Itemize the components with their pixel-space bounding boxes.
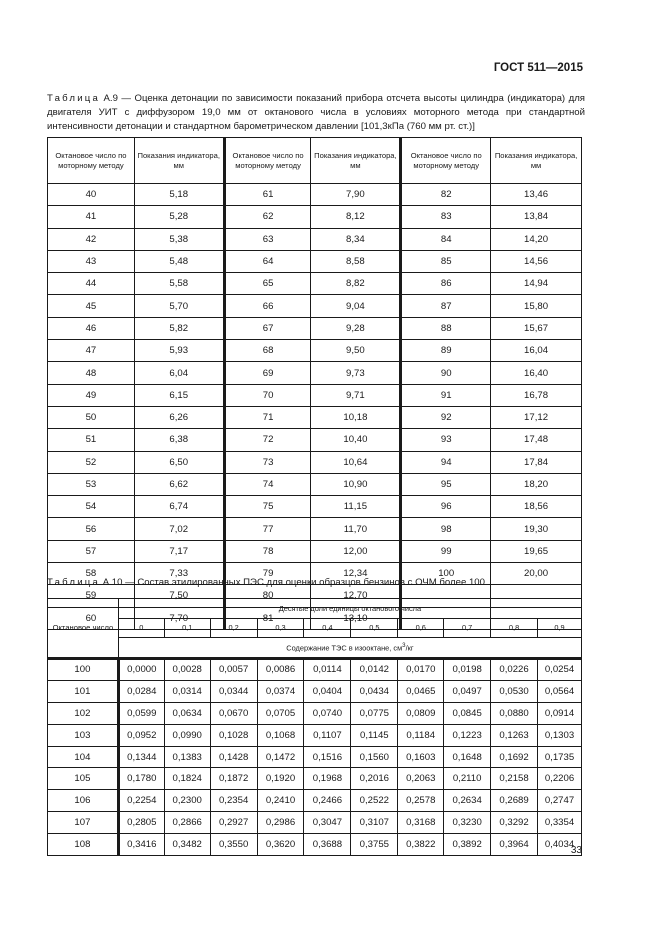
standard-number: ГОСТ 511—2015 [493,62,583,74]
reading-cell: 14,56 [491,250,582,272]
table-row [48,273,582,295]
content-cell: 0,0809 [398,703,444,725]
reading-cell: 6,74 [134,496,224,518]
reading-cell: 16,40 [491,362,582,384]
tenth-header: 0,7 [444,618,491,638]
content-cell: 0,2986 [257,812,304,834]
content-cell: 0,1780 [118,768,164,790]
octane-cell: 107 [48,812,119,834]
tenth-header: 0,2 [210,618,257,638]
reading-cell: 6,04 [134,362,224,384]
content-cell: 0,2254 [118,790,164,812]
table-row [48,317,582,339]
content-cell: 0,3892 [444,833,491,855]
content-cell: 0,1560 [351,746,398,768]
table-a10-caption [47,577,587,589]
reading-cell: 6,50 [134,451,224,473]
reading-cell: 17,84 [491,451,582,473]
reading-cell: 9,71 [311,384,401,406]
content-cell: 0,1692 [491,746,538,768]
content-cell: 0,2747 [538,790,582,812]
octane-cell: 53 [48,473,135,495]
reading-cell: 8,58 [311,250,401,272]
octane-cell: 70 [224,384,311,406]
content-cell: 0,0564 [538,681,582,703]
table-row [48,384,582,406]
octane-cell: 48 [48,362,135,384]
octane-cell: 106 [48,790,119,812]
header-octane: Октановое число по моторному методу [48,138,135,184]
content-cell: 0,0880 [491,703,538,725]
header-reading: Показания индикатора, мм [491,138,582,184]
content-unit: /кг [405,643,414,653]
reading-cell: 5,70 [134,295,224,317]
reading-cell: 17,48 [491,429,582,451]
content-cell: 0,2063 [398,768,444,790]
octane-cell: 79 [224,563,311,585]
content-cell: 0,3230 [444,812,491,834]
reading-cell: 7,70 [134,607,224,629]
table-row [48,746,582,768]
header-tenths: Десятые доли единицы октанового числа [118,599,581,619]
octane-cell: 81 [224,607,311,629]
octane-cell: 56 [48,518,135,540]
reading-cell: 11,70 [311,518,401,540]
octane-cell: 46 [48,317,135,339]
tenths-row [48,618,582,638]
octane-cell: 45 [48,295,135,317]
content-cell: 0,0284 [118,681,164,703]
octane-cell: 77 [224,518,311,540]
table-row [48,518,582,540]
octane-cell: 99 [401,540,491,562]
content-cell: 0,3550 [210,833,257,855]
content-cell: 0,2805 [118,812,164,834]
table-row [48,681,582,703]
content-cell: 0,2354 [210,790,257,812]
content-cell: 0,0775 [351,703,398,725]
reading-cell: 6,15 [134,384,224,406]
octane-cell: 100 [48,658,119,681]
table-row [48,429,582,451]
reading-cell: 16,78 [491,384,582,406]
caption-number: А.9 [103,93,118,104]
content-cell: 0,0198 [444,658,491,681]
content-cell: 0,1184 [398,724,444,746]
content-cell: 0,0845 [444,703,491,725]
content-cell: 0,1223 [444,724,491,746]
content-cell: 0,0170 [398,658,444,681]
content-cell: 0,2466 [304,790,351,812]
header-octane: Октановое число по моторному методу [224,138,311,184]
octane-cell: 52 [48,451,135,473]
octane-cell: 68 [224,340,311,362]
reading-cell: 20,00 [491,563,582,585]
content-cell: 0,2634 [444,790,491,812]
content-cell: 0,4034 [538,833,582,855]
table-row [48,724,582,746]
table-a9-header-row [48,138,582,184]
content-cell: 0,0086 [257,658,304,681]
content-cell: 0,2300 [164,790,210,812]
octane-cell: 67 [224,317,311,339]
content-cell: 0,2110 [444,768,491,790]
table-row [48,340,582,362]
reading-cell: 8,82 [311,273,401,295]
content-cell: 0,0990 [164,724,210,746]
content-cell: 0,3107 [351,812,398,834]
content-cell: 0,1472 [257,746,304,768]
octane-cell: 41 [48,206,135,228]
octane-cell: 95 [401,473,491,495]
content-cell: 0,0057 [210,658,257,681]
reading-cell: 9,04 [311,295,401,317]
octane-cell: 75 [224,496,311,518]
octane-cell: 74 [224,473,311,495]
content-cell: 0,2866 [164,812,210,834]
reading-cell: 12,70 [311,585,401,607]
reading-cell: 7,02 [134,518,224,540]
reading-cell: 9,73 [311,362,401,384]
octane-cell: 87 [401,295,491,317]
octane-cell: 42 [48,228,135,250]
reading-cell: 18,20 [491,473,582,495]
content-cell: 0,1968 [304,768,351,790]
tenth-header: 0,3 [257,618,304,638]
octane-cell: 69 [224,362,311,384]
content-cell: 0,0226 [491,658,538,681]
content-cell: 0,3047 [304,812,351,834]
tenth-header: 0,5 [351,618,398,638]
octane-cell: 50 [48,406,135,428]
table-row [48,540,582,562]
tenth-header: 0,8 [491,618,538,638]
table-row [48,295,582,317]
octane-cell: 83 [401,206,491,228]
reading-cell: 7,50 [134,585,224,607]
octane-cell: 65 [224,273,311,295]
content-cell: 0,2522 [351,790,398,812]
content-cell: 0,0670 [210,703,257,725]
content-cell: 0,3482 [164,833,210,855]
content-cell: 0,0599 [118,703,164,725]
content-cell: 0,3168 [398,812,444,834]
octane-cell: 92 [401,406,491,428]
reading-cell: 9,28 [311,317,401,339]
content-cell: 0,3964 [491,833,538,855]
octane-cell: 104 [48,746,119,768]
octane-cell: 91 [401,384,491,406]
header-reading: Показания индикатора, мм [134,138,224,184]
content-cell: 0,1303 [538,724,582,746]
octane-cell: 105 [48,768,119,790]
content-cell: 0,2016 [351,768,398,790]
content-cell: 0,0634 [164,703,210,725]
caption-number: А.10 [102,577,123,588]
reading-cell: 13,84 [491,206,582,228]
content-cell: 0,1428 [210,746,257,768]
reading-cell: 5,82 [134,317,224,339]
caption-prefix: Таблица [47,577,101,588]
octane-cell: 84 [401,228,491,250]
header-reading: Показания индикатора, мм [311,138,401,184]
reading-cell: 16,04 [491,340,582,362]
octane-cell: 101 [48,681,119,703]
content-cell: 0,2206 [538,768,582,790]
reading-cell: 10,40 [311,429,401,451]
content-cell: 0,3620 [257,833,304,855]
table-row [48,250,582,272]
content-cell: 0,0344 [210,681,257,703]
octane-cell: 108 [48,833,119,855]
octane-cell: 58 [48,563,135,585]
octane-cell: 40 [48,184,135,206]
reading-cell: 5,48 [134,250,224,272]
tenth-header: 0,9 [538,618,582,638]
tenth-header: 0 [118,618,164,638]
reading-cell: 11,15 [311,496,401,518]
octane-cell: 85 [401,250,491,272]
table-row [48,833,582,855]
tenth-header: 0,1 [164,618,210,638]
octane-cell: 88 [401,317,491,339]
reading-cell: 5,93 [134,340,224,362]
content-cell: 0,2158 [491,768,538,790]
reading-cell: 5,58 [134,273,224,295]
content-cell: 0,3688 [304,833,351,855]
content-cell: 0,0000 [118,658,164,681]
reading-cell: 6,62 [134,473,224,495]
content-cell: 0,3292 [491,812,538,834]
table-row [48,184,582,206]
reading-cell: 15,67 [491,317,582,339]
content-cell: 0,1603 [398,746,444,768]
content-cell: 0,1145 [351,724,398,746]
octane-cell: 100 [401,563,491,585]
reading-cell: 7,33 [134,563,224,585]
octane-cell: 78 [224,540,311,562]
content-cell: 0,0740 [304,703,351,725]
octane-cell: 47 [48,340,135,362]
content-cell: 0,0952 [118,724,164,746]
tenth-header: 0,4 [304,618,351,638]
content-cell: 0,1344 [118,746,164,768]
content-cell: 0,2410 [257,790,304,812]
reading-cell: 10,18 [311,406,401,428]
reading-cell: 7,17 [134,540,224,562]
content-cell: 0,0254 [538,658,582,681]
octane-cell: 96 [401,496,491,518]
table-row [48,790,582,812]
reading-cell: 12,34 [311,563,401,585]
reading-cell: 19,30 [491,518,582,540]
table-row [48,768,582,790]
octane-cell: 71 [224,406,311,428]
reading-cell: 14,94 [491,273,582,295]
reading-cell: 8,34 [311,228,401,250]
header-octane: Октановое число по моторному методу [401,138,491,184]
octane-cell: 103 [48,724,119,746]
reading-cell: 5,38 [134,228,224,250]
octane-cell: 89 [401,340,491,362]
content-cell: 0,1648 [444,746,491,768]
reading-cell: 18,56 [491,496,582,518]
octane-cell: 86 [401,273,491,295]
content-cell: 0,0530 [491,681,538,703]
table-row [48,451,582,473]
content-cell: 0,1920 [257,768,304,790]
content-cell: 0,1068 [257,724,304,746]
octane-cell: 72 [224,429,311,451]
octane-cell: 63 [224,228,311,250]
content-cell: 0,2578 [398,790,444,812]
reading-cell: 15,80 [491,295,582,317]
content-cell: 0,0142 [351,658,398,681]
octane-cell: 61 [224,184,311,206]
content-cell: 0,1263 [491,724,538,746]
octane-cell: 90 [401,362,491,384]
octane-cell: 43 [48,250,135,272]
octane-cell: 59 [48,585,135,607]
octane-cell: 44 [48,273,135,295]
octane-cell: 102 [48,703,119,725]
table-a9 [47,137,582,630]
page-number: 33 [570,845,582,856]
content-cell: 0,0404 [304,681,351,703]
reading-cell: 13,10 [311,607,401,629]
table-row [48,658,582,681]
octane-cell: 62 [224,206,311,228]
octane-cell: 98 [401,518,491,540]
octane-cell: 93 [401,429,491,451]
octane-cell: 60 [48,607,135,629]
content-cell: 0,0914 [538,703,582,725]
caption-text: — Состав этилированных ПЭС для оценки образцов бензинов с ОЧМ более 100 [122,577,485,588]
octane-cell: 82 [401,184,491,206]
table-row [48,812,582,834]
content-cell: 0,2689 [491,790,538,812]
content-cell: 0,3755 [351,833,398,855]
content-label: Содержание ТЭС в изооктане, см [286,643,403,653]
octane-cell: 94 [401,451,491,473]
content-cell: 0,0434 [351,681,398,703]
octane-cell: 64 [224,250,311,272]
table-a9-caption [47,92,585,134]
table-row [48,703,582,725]
reading-cell: 8,12 [311,206,401,228]
content-sup: 3 [402,642,406,650]
content-cell: 0,2927 [210,812,257,834]
content-cell: 0,0314 [164,681,210,703]
table-row [48,362,582,384]
content-cell: 0,1516 [304,746,351,768]
table-row [48,406,582,428]
reading-cell: 7,90 [311,184,401,206]
tenth-header: 0,6 [398,618,444,638]
reading-cell: 5,28 [134,206,224,228]
table-a10 [47,598,582,856]
content-cell: 0,1107 [304,724,351,746]
content-cell: 0,1824 [164,768,210,790]
table-row [48,228,582,250]
content-cell: 0,0705 [257,703,304,725]
octane-cell: 51 [48,429,135,451]
octane-cell: 49 [48,384,135,406]
reading-cell: 19,65 [491,540,582,562]
reading-cell: 5,18 [134,184,224,206]
content-cell: 0,0028 [164,658,210,681]
reading-cell: 10,64 [311,451,401,473]
reading-cell: 12,00 [311,540,401,562]
content-cell: 0,0465 [398,681,444,703]
octane-cell: 73 [224,451,311,473]
header-octane: Октановое число [48,599,119,659]
content-cell: 0,1735 [538,746,582,768]
octane-cell: 80 [224,585,311,607]
reading-cell: 6,38 [134,429,224,451]
caption-prefix: Таблица [47,93,101,104]
content-cell: 0,0497 [444,681,491,703]
header-content [118,638,581,659]
octane-cell: 66 [224,295,311,317]
reading-cell: 10,90 [311,473,401,495]
caption-text: — Оценка детонации по зависимости показаний прибора отсчета высоты цилиндра (индикатора) для двигателя УИТ с диффузором 19,0 мм от октанового числа в условиях моторного метода при стандартной интенсивности детонации и стандартном барометрическом давлении [101,3кПа (760 мм рт. ст.)] [47,93,586,132]
reading-cell: 6,26 [134,406,224,428]
content-cell: 0,0374 [257,681,304,703]
content-cell: 0,1383 [164,746,210,768]
reading-cell: 13,46 [491,184,582,206]
content-cell: 0,3822 [398,833,444,855]
table-row [48,473,582,495]
reading-cell: 9,50 [311,340,401,362]
octane-cell: 57 [48,540,135,562]
reading-cell: 17,12 [491,406,582,428]
table-row [48,206,582,228]
content-cell: 0,3416 [118,833,164,855]
content-cell: 0,0114 [304,658,351,681]
content-cell: 0,1028 [210,724,257,746]
content-cell: 0,3354 [538,812,582,834]
table-row [48,496,582,518]
content-cell: 0,1872 [210,768,257,790]
reading-cell: 14,20 [491,228,582,250]
octane-cell: 54 [48,496,135,518]
